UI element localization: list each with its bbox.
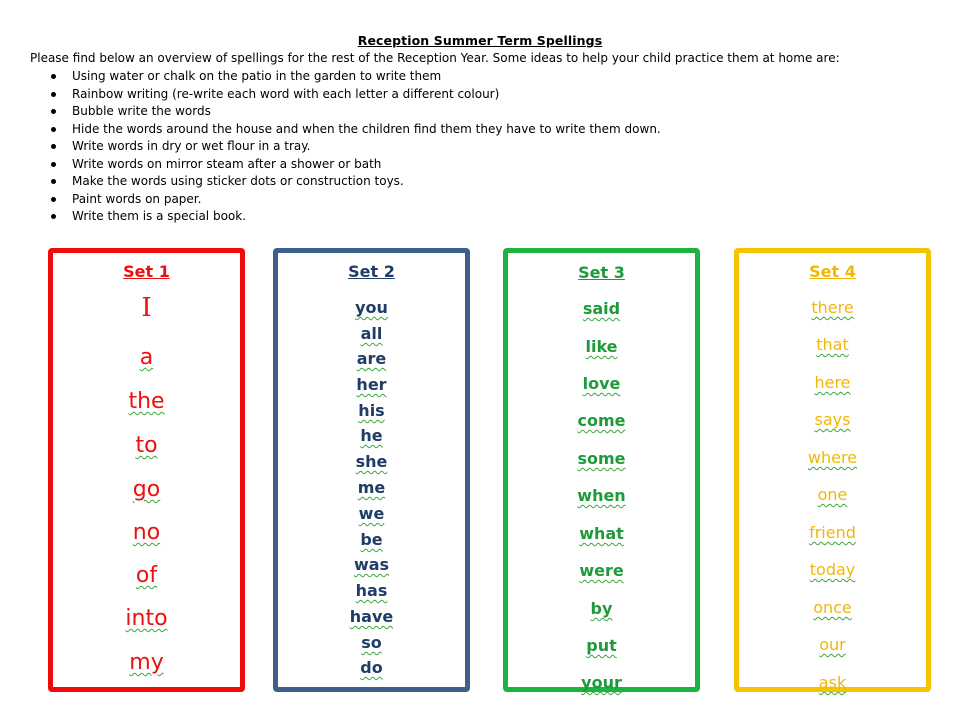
set-3-word: by — [590, 599, 613, 618]
set-4-word: where — [807, 448, 858, 467]
ideas-list — [50, 69, 661, 227]
set-1-word: into — [125, 606, 168, 631]
set-4-header: Set 4 — [809, 262, 856, 281]
set-1-word: no — [132, 520, 161, 545]
set-3-header: Set 3 — [578, 263, 625, 282]
set-2-word: her — [356, 375, 387, 394]
set-4-word: there — [811, 298, 854, 317]
idea-text: Write words on mirror steam after a shower or bath — [72, 156, 382, 171]
ideas-list-item — [50, 157, 661, 175]
set-1-word: I — [141, 293, 152, 323]
idea-text: Write words in dry or wet flour in a tray. — [72, 139, 311, 153]
set-1-word: the — [128, 389, 165, 414]
set-1-word: of — [135, 563, 158, 588]
bullet-icon — [51, 109, 56, 114]
set-4-word: friend — [809, 523, 856, 542]
bullet-icon — [51, 179, 56, 184]
set-2-word: you — [355, 298, 388, 317]
bullet-icon — [51, 214, 56, 219]
idea-text: Paint words on paper. — [72, 191, 202, 206]
set-1-header: Set 1 — [123, 262, 170, 281]
set-2-word: be — [360, 530, 383, 549]
set-3-word: when — [577, 486, 626, 505]
set-3-box — [503, 248, 700, 692]
set-2-word: has — [355, 581, 388, 600]
ideas-list-item — [50, 174, 661, 192]
ideas-list-item — [50, 122, 661, 140]
ideas-list-item — [50, 87, 661, 105]
set-3-word: some — [577, 449, 626, 468]
bullet-icon — [51, 144, 56, 149]
ideas-list-item — [50, 192, 661, 210]
set-2-word: all — [360, 324, 383, 343]
set-2-word: was — [353, 555, 390, 574]
idea-text: Make the words using sticker dots or construction toys. — [72, 174, 404, 188]
set-1-word: go — [132, 477, 161, 502]
set-3-word: put — [586, 636, 617, 655]
bullet-icon — [51, 92, 56, 97]
set-3-word: were — [579, 561, 624, 580]
set-2-word: she — [355, 452, 388, 471]
set-4-word: ask — [818, 673, 847, 692]
bullet-icon — [51, 74, 56, 79]
set-4-word: says — [814, 410, 851, 429]
set-1-word: a — [139, 345, 154, 370]
bullet-icon — [51, 197, 56, 202]
set-2-word: so — [361, 633, 382, 652]
set-1-word: my — [129, 650, 164, 675]
set-4-word: here — [814, 373, 851, 392]
idea-text: Hide the words around the house and when the children find them they have to write them down. — [72, 121, 661, 136]
set-1-word: to — [135, 433, 158, 458]
intro-paragraph: Please find below an overview of spellings for the rest of the Reception Year. Some ideas to help your child practice them at home are: — [30, 51, 840, 65]
set-2-box — [273, 248, 470, 692]
idea-text: Rainbow writing (re-write each word with each letter a different colour) — [72, 86, 500, 101]
ideas-list-item — [50, 104, 661, 122]
ideas-list-item — [50, 209, 661, 227]
set-3-word: like — [585, 337, 618, 356]
idea-text: Write them is a special book. — [72, 209, 247, 223]
set-3-word: come — [577, 411, 626, 430]
set-4-word: our — [819, 635, 846, 654]
set-4-word: that — [816, 335, 849, 354]
set-3-word: what — [579, 524, 624, 543]
ideas-list-item — [50, 139, 661, 157]
idea-text: Bubble write the words — [72, 104, 211, 118]
set-3-word: your — [581, 673, 622, 692]
bullet-icon — [51, 162, 56, 167]
set-2-word: do — [360, 658, 383, 677]
set-4-box — [734, 248, 931, 692]
set-4-word: today — [809, 560, 856, 579]
set-2-header: Set 2 — [348, 262, 395, 281]
idea-text: Using water or chalk on the patio in the garden to write them — [72, 69, 442, 83]
document-title: Reception Summer Term Spellings — [357, 33, 603, 48]
set-2-word: are — [356, 349, 387, 368]
set-2-word: have — [349, 607, 394, 626]
set-4-word: once — [813, 598, 852, 617]
set-2-word: he — [360, 426, 383, 445]
set-3-word: love — [582, 374, 621, 393]
set-2-word: we — [358, 504, 385, 523]
bullet-icon — [51, 127, 56, 132]
ideas-list-item — [50, 69, 661, 87]
set-1-box — [48, 248, 245, 692]
set-3-word: said — [582, 299, 621, 318]
set-2-word: his — [358, 401, 385, 420]
set-2-word: me — [357, 478, 386, 497]
set-4-word: one — [817, 485, 848, 504]
